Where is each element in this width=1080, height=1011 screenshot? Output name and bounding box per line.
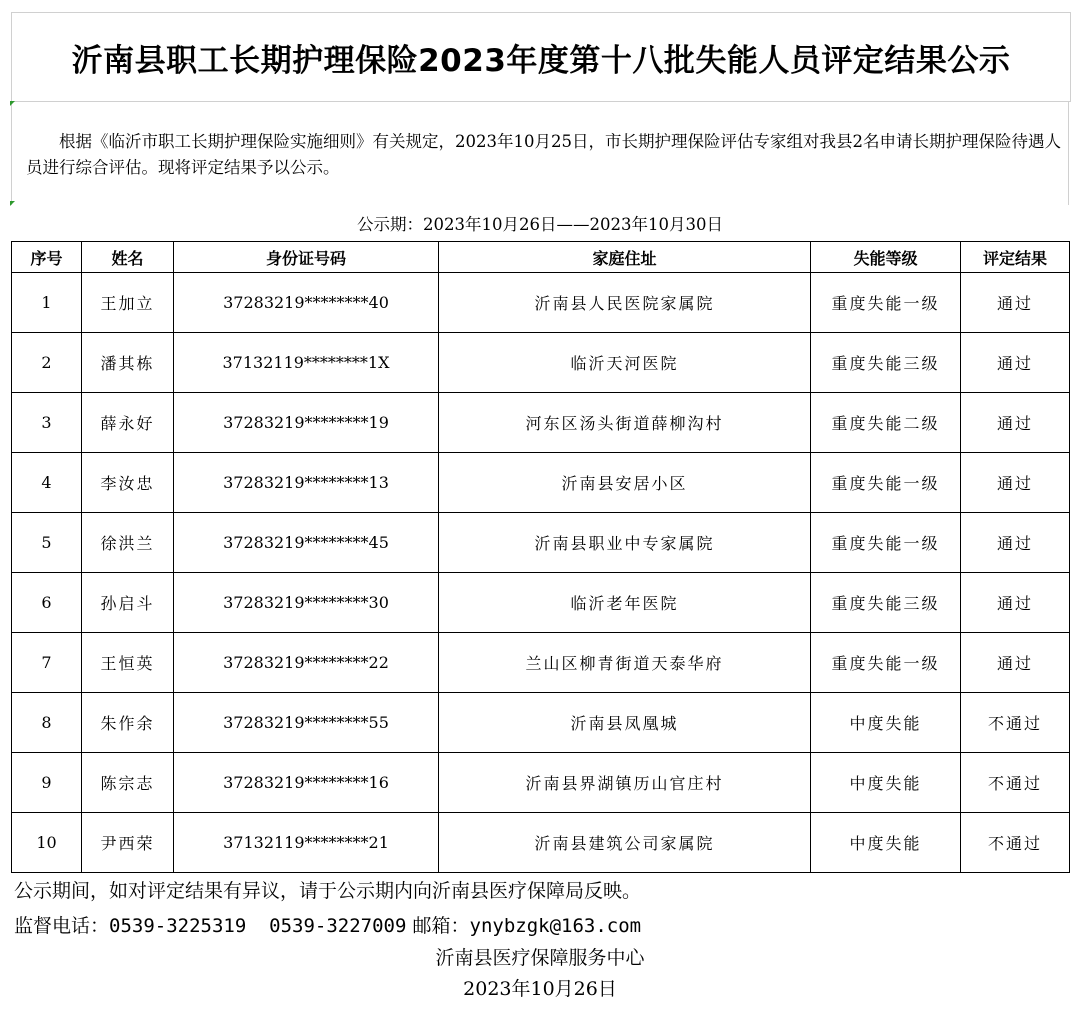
marker-icon [10,101,15,106]
cell-address: 沂南县安居小区 [439,453,811,513]
cell-index: 8 [12,693,82,753]
cell-name: 王加立 [82,273,174,333]
intro-paragraph: 根据《临沂市职工长期护理保险实施细则》有关规定，2023年10月25日，市长期护理保险评估专家组对我县2名申请长期护理保险待遇人员进行综合评估。现将评定结果予以公示。 [26,132,1061,177]
cell-level: 重度失能一级 [811,633,961,693]
cell-name: 陈宗志 [82,753,174,813]
cell-level: 中度失能 [811,813,961,873]
cell-address: 沂南县界湖镇历山官庄村 [439,753,811,813]
cell-index: 6 [12,573,82,633]
cell-level: 重度失能一级 [811,273,961,333]
cell-level: 中度失能 [811,753,961,813]
cell-index: 10 [12,813,82,873]
page-title: 沂南县职工长期护理保险2023年度第十八批失能人员评定结果公示 [11,12,1071,102]
table-row [12,513,1070,573]
cell-id-number: 37283219********13 [174,453,439,513]
cell-result: 不通过 [961,753,1070,813]
table-body [12,273,1070,873]
cell-name: 潘其栋 [82,333,174,393]
cell-address: 沂南县建筑公司家属院 [439,813,811,873]
cell-result: 不通过 [961,813,1070,873]
table-row [12,573,1070,633]
cell-id-number: 37283219********16 [174,753,439,813]
phone-label: 监督电话： [14,915,110,937]
cell-address: 沂南县凤凰城 [439,693,811,753]
cell-name: 薛永好 [82,393,174,453]
cell-result: 通过 [961,573,1070,633]
cell-id-number: 37132119********1X [174,333,439,393]
header-name: 姓名 [82,242,174,273]
cell-index: 3 [12,393,82,453]
issue-date: 2023年10月26日 [463,978,617,1000]
header-address: 家庭住址 [439,242,811,273]
table-row [12,453,1070,513]
cell-address: 沂南县职业中专家属院 [439,513,811,573]
cell-result: 不通过 [961,693,1070,753]
cell-level: 重度失能三级 [811,333,961,393]
cell-index: 4 [12,453,82,513]
cell-index: 2 [12,333,82,393]
notice-period: 公示期：2023年10月26日——2023年10月30日 [357,215,723,234]
cell-level: 中度失能 [811,693,961,753]
cell-name: 朱作余 [82,693,174,753]
cell-result: 通过 [961,513,1070,573]
cell-name: 李汝忠 [82,453,174,513]
objection-notice: 公示期间，如对评定结果有异议，请于公示期内向沂南县医疗保障局反映。 [14,880,642,902]
email-label: 邮箱： [412,915,470,937]
cell-id-number: 37283219********45 [174,513,439,573]
cell-level: 重度失能二级 [811,393,961,453]
contact-line [14,911,641,938]
cell-address: 河东区汤头街道薛柳沟村 [439,393,811,453]
table-row [12,753,1070,813]
phone-numbers: 0539-3225319 0539-3227009 [109,915,407,937]
cell-result: 通过 [961,333,1070,393]
table-row [12,693,1070,753]
issuer-name: 沂南县医疗保障服务中心 [435,947,645,969]
table-row [12,813,1070,873]
cell-id-number: 37283219********19 [174,393,439,453]
cell-result: 通过 [961,633,1070,693]
cell-id-number: 37132119********21 [174,813,439,873]
intro-section [11,101,1069,205]
cell-address: 兰山区柳青街道天泰华府 [439,633,811,693]
cell-result: 通过 [961,273,1070,333]
cell-result: 通过 [961,453,1070,513]
table-header-row [12,242,1070,273]
header-index: 序号 [12,242,82,273]
header-id-number: 身份证号码 [174,242,439,273]
cell-id-number: 37283219********40 [174,273,439,333]
cell-address: 临沂老年医院 [439,573,811,633]
marker-icon [10,201,15,206]
cell-result: 通过 [961,393,1070,453]
cell-index: 5 [12,513,82,573]
email-address: ynybzgk@163.com [469,915,642,937]
cell-level: 重度失能一级 [811,513,961,573]
cell-id-number: 37283219********55 [174,693,439,753]
cell-index: 7 [12,633,82,693]
results-table [11,241,1070,873]
table-row [12,633,1070,693]
header-result: 评定结果 [961,242,1070,273]
table-row [12,393,1070,453]
table-row [12,333,1070,393]
table-row [12,273,1070,333]
cell-name: 徐洪兰 [82,513,174,573]
cell-name: 王恒英 [82,633,174,693]
cell-index: 9 [12,753,82,813]
cell-id-number: 37283219********22 [174,633,439,693]
cell-index: 1 [12,273,82,333]
cell-address: 临沂天河医院 [439,333,811,393]
cell-id-number: 37283219********30 [174,573,439,633]
cell-level: 重度失能一级 [811,453,961,513]
cell-level: 重度失能三级 [811,573,961,633]
cell-address: 沂南县人民医院家属院 [439,273,811,333]
cell-name: 孙启斗 [82,573,174,633]
cell-name: 尹西荣 [82,813,174,873]
header-disability-level: 失能等级 [811,242,961,273]
